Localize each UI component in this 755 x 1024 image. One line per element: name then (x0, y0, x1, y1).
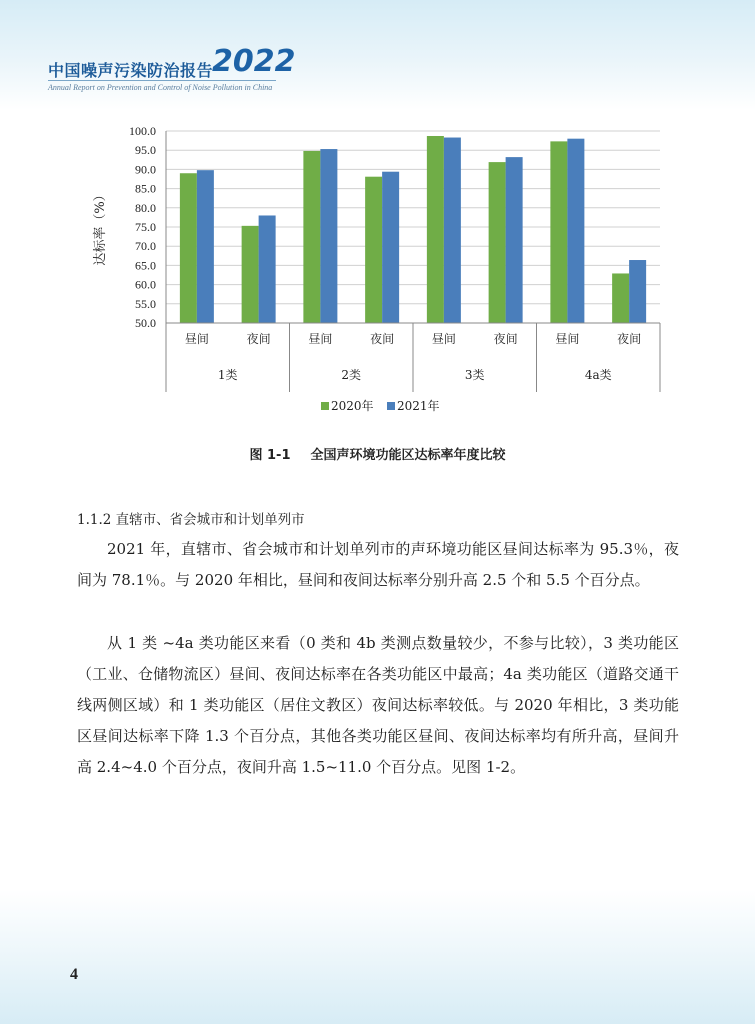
x-tick-label: 夜间 (493, 332, 518, 346)
group-label: 2类 (341, 368, 362, 382)
bar (197, 170, 214, 323)
bar (612, 273, 629, 323)
paragraph-2: 从 1 类 ~4a 类功能区来看（0 类和 4b 类测点数量较少，不参与比较），3 类功能区（工业、仓储物流区）昼间、夜间达标率在各类功能区中最高；4a 类功能区（道路交通干线两侧区域）和 1 类功能区（居住文教区）夜间达标率较低。与 2020 年相比，3 类功能区昼间达标率下降 1.3 个百分点，其他各类功能区昼间、夜间达标率均有所升高，昼间升高 2.4~4.0 个百分点，夜间升高 1.5~11.0 个百分点。见图 1-2。 (77, 634, 679, 776)
legend-label: 2021年 (397, 399, 440, 413)
x-tick-label: 昼间 (431, 332, 456, 346)
legend-swatch (321, 402, 329, 410)
bar (365, 177, 382, 323)
paragraph-1: 2021 年，直辖市、省会城市和计划单列市的声环境功能区昼间达标率为 95.3％，夜间为 78.1％。与 2020 年相比，昼间和夜间达标率分别升高 2.5 个和 5.5 个百分点。 (77, 540, 679, 589)
bar (567, 139, 584, 323)
y-tick-label: 55.0 (135, 296, 156, 311)
group-label: 4a类 (584, 368, 612, 382)
y-tick-label: 50.0 (135, 316, 156, 330)
bar (506, 157, 523, 323)
legend-label: 2020年 (331, 399, 374, 413)
legend-swatch (387, 402, 395, 410)
x-tick-label: 夜间 (246, 332, 271, 346)
bar-chart (0, 0, 755, 430)
y-tick-label: 80.0 (135, 200, 156, 215)
y-tick-label: 95.0 (135, 143, 156, 158)
y-axis-label: 达标率（%） (93, 188, 108, 266)
section-heading: 1.1.2 直辖市、省会城市和计划单列市 (77, 512, 305, 528)
group-label: 1类 (217, 368, 238, 382)
y-tick-label: 65.0 (135, 258, 156, 273)
x-tick-label: 昼间 (184, 332, 209, 346)
bar (427, 136, 444, 323)
bar (550, 141, 567, 323)
figure-title: 全国声环境功能区达标率年度比较 (310, 448, 506, 463)
page-number: 4 (70, 966, 78, 983)
report-subtitle: Annual Report on Prevention and Control of Noise Pollution in China (48, 83, 273, 92)
bar (180, 173, 197, 323)
x-tick-label: 昼间 (308, 332, 333, 346)
bar (382, 172, 399, 323)
figure-caption (0, 444, 755, 463)
bar (629, 260, 646, 323)
bar (320, 149, 337, 323)
y-tick-label: 60.0 (135, 277, 156, 292)
y-tick-label: 70.0 (135, 239, 156, 254)
bar (303, 151, 320, 323)
report-title: 中国噪声污染防治报告 (48, 61, 214, 80)
bar (259, 215, 276, 323)
y-tick-label: 90.0 (135, 162, 156, 177)
x-tick-label: 夜间 (617, 332, 642, 346)
figure-number: 图 1-1 (249, 448, 291, 463)
group-label: 3类 (464, 368, 485, 382)
bar (444, 138, 461, 323)
x-tick-label: 昼间 (555, 332, 580, 346)
y-tick-label: 85.0 (135, 181, 156, 196)
footer-background (0, 890, 755, 1024)
x-tick-label: 夜间 (370, 332, 395, 346)
y-tick-label: 75.0 (135, 220, 156, 234)
bar (489, 162, 506, 323)
bar (242, 226, 259, 323)
report-year: 2022 (212, 44, 296, 79)
y-tick-label: 100.0 (129, 124, 156, 138)
